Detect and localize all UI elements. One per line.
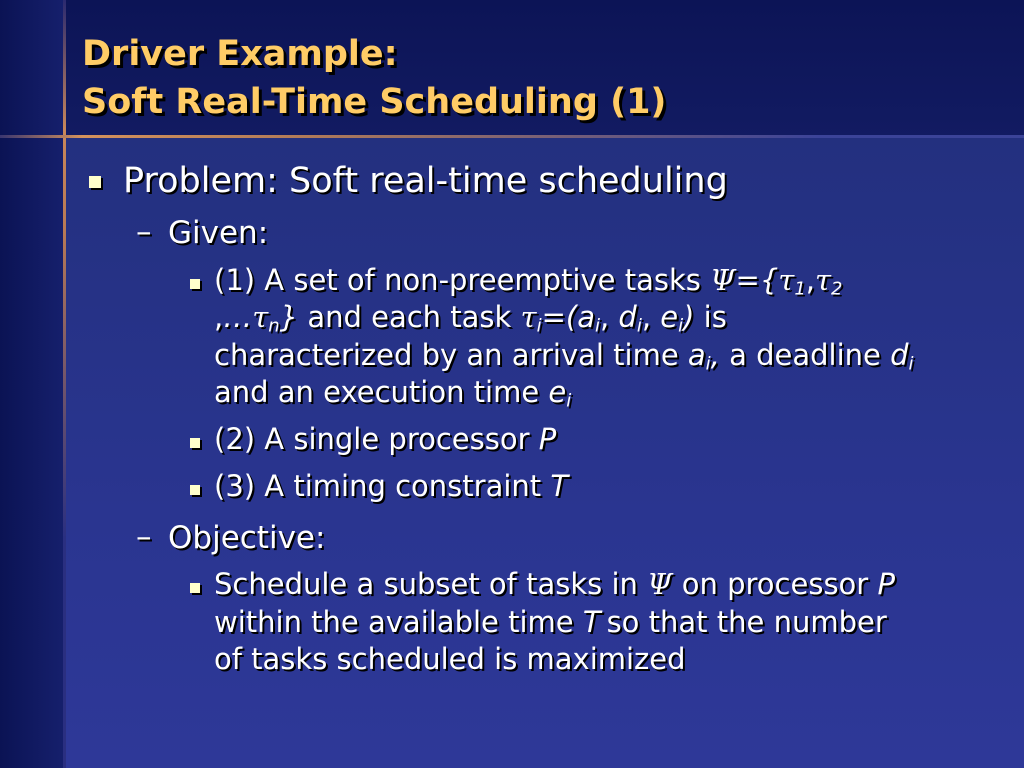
obj-line1	[214, 566, 895, 603]
sub-1: 1	[794, 278, 806, 300]
var-P: P	[538, 422, 557, 456]
sub-i: i	[566, 390, 572, 412]
problem-text: Problem: Soft real-time scheduling	[123, 161, 728, 201]
bullet-square-icon	[190, 438, 200, 448]
item1-line4	[214, 374, 571, 419]
item3-text: (3) A timing constraint	[214, 469, 542, 503]
psi-symbol: Ψ	[647, 567, 673, 601]
sub-i: i	[678, 315, 684, 337]
obj-line2	[214, 604, 887, 641]
var-d: d	[890, 338, 909, 372]
var-e: e	[660, 300, 679, 334]
comma: ,	[599, 300, 610, 334]
deadline-text: a deadline	[729, 338, 881, 372]
item2-text: (2) A single processor	[214, 422, 530, 456]
sub-i: i	[908, 353, 914, 375]
var-T: T	[550, 469, 569, 503]
bullet-square-icon	[89, 176, 101, 188]
dots: …	[223, 300, 253, 334]
var-a: a	[687, 338, 706, 372]
slide-title	[82, 30, 666, 126]
set-close: }	[279, 300, 299, 334]
obj-line3: of tasks scheduled is maximized	[214, 642, 686, 676]
item1-prefix: (1) A set of non-preemptive tasks	[214, 263, 701, 297]
vertical-accent-line	[63, 0, 66, 768]
left-band	[0, 0, 66, 768]
psi-symbol: Ψ	[710, 263, 736, 297]
eq-open: =(a	[541, 300, 595, 334]
sub-i: i	[594, 315, 600, 337]
title-line-2: Soft Real-Time Scheduling (1)	[82, 82, 667, 122]
obj-part3: within the available time	[214, 605, 574, 639]
var-e: e	[548, 375, 567, 409]
item3-line	[214, 468, 568, 505]
and-each-task: and each task	[307, 300, 512, 334]
tau-symbol: τ	[520, 300, 537, 334]
bullet-square-icon	[190, 583, 200, 593]
bullet-square-icon	[190, 485, 200, 495]
sub-i: i	[705, 353, 711, 375]
close-paren: )	[683, 300, 695, 334]
set-open: ={	[735, 263, 779, 297]
and-exec-text: and an execution time	[214, 375, 540, 409]
dash-objective: –	[136, 519, 152, 555]
horizontal-accent-line	[0, 135, 1024, 138]
sub-i: i	[636, 315, 642, 337]
obj-part2: on processor	[681, 567, 869, 601]
var-T: T	[582, 605, 601, 639]
item2-line	[214, 421, 556, 458]
sub-2: 2	[831, 278, 843, 300]
sub-n: n	[268, 315, 280, 337]
a-comma: ,	[710, 338, 720, 372]
var-d: d	[618, 300, 637, 334]
objective-label: Objective:	[168, 520, 326, 556]
tau-symbol: τ	[778, 263, 795, 297]
tau-symbol: τ	[814, 263, 832, 297]
sub-i: i	[536, 315, 542, 337]
var-P: P	[877, 567, 895, 601]
obj-part1: Schedule a subset of tasks in	[214, 567, 638, 601]
comma: ,	[805, 263, 815, 297]
is-text: is	[703, 300, 727, 334]
title-line-1: Driver Example:	[82, 34, 398, 74]
given-label: Given:	[168, 215, 269, 251]
tau-symbol: τ	[252, 300, 269, 334]
obj-part4: so that the number	[606, 605, 887, 639]
dash-given: –	[136, 214, 152, 250]
characterized-text: characterized by an arrival time	[214, 338, 679, 372]
bullet-square-icon	[190, 279, 200, 289]
comma: ,	[641, 300, 652, 334]
comma: ,	[214, 300, 224, 334]
